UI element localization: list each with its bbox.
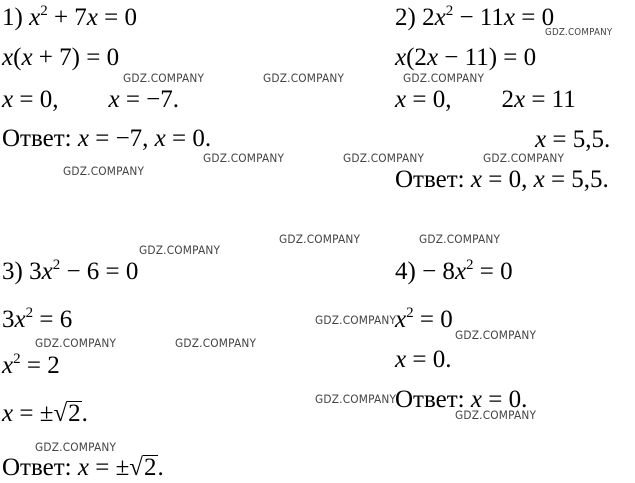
problem-3-step3: x = ±√2. (2, 400, 88, 427)
problem-4-step1: $x^2 = 0$ (395, 305, 453, 333)
problem-3-answer: Ответ: x = ±√2. (2, 454, 164, 481)
problem-4-equation: $4) - 8x^2 = 0$ (395, 257, 513, 285)
problem-1-answer: Ответ: x = −7, x = 0. (2, 125, 212, 152)
watermark: GDZ.COMPANY (35, 336, 117, 350)
watermark: GDZ.COMPANY (455, 328, 537, 342)
watermark: GDZ.COMPANY (123, 71, 205, 85)
problem-2-factored: x(2x − 11) = 0 (395, 44, 537, 71)
watermark: GDZ.COMPANY (263, 71, 345, 85)
problem-2-roots: x = 0, 2x = 11 (395, 86, 576, 113)
watermark: GDZ.COMPANY (279, 232, 361, 246)
problem-2-answer: Ответ: x = 0, x = 5,5. (395, 166, 609, 193)
watermark: GDZ.COMPANY (315, 313, 397, 327)
watermark: GDZ.COMPANY (455, 408, 537, 422)
problem-3-equation: 3) $3x^2 - 6 = 0$ (2, 257, 139, 285)
problem-2-root2: x = 5,5. (535, 126, 611, 153)
problem-4-answer: Ответ: x = 0. (395, 386, 528, 413)
problem-1-roots: x = 0, x = −7. (2, 86, 180, 113)
watermark: GDZ.COMPANY (63, 164, 145, 178)
problem-1-equation: 1) $x^2 + 7x = 0$ (2, 3, 138, 31)
watermark: GDZ.COMPANY (343, 151, 425, 165)
problem-2-equation: 2) $2x^2 - 11x = 0$ (395, 3, 555, 31)
watermark: GDZ.COMPANY (545, 27, 613, 38)
watermark: GDZ.COMPANY (315, 392, 397, 406)
watermark: GDZ.COMPANY (35, 440, 117, 454)
watermark: GDZ.COMPANY (175, 336, 257, 350)
problem-4-step2: x = 0. (395, 346, 452, 373)
watermark: GDZ.COMPANY (419, 232, 501, 246)
watermark: GDZ.COMPANY (403, 71, 485, 85)
watermark: GDZ.COMPANY (203, 151, 285, 165)
watermark: GDZ.COMPANY (483, 151, 565, 165)
problem-3-step2: $x^2 = 2$ (2, 351, 60, 379)
problem-3-step1: $3x^2 = 6$ (2, 305, 73, 333)
problem-1-factored: x(x + 7) = 0 (2, 44, 120, 71)
watermark: GDZ.COMPANY (139, 243, 221, 257)
